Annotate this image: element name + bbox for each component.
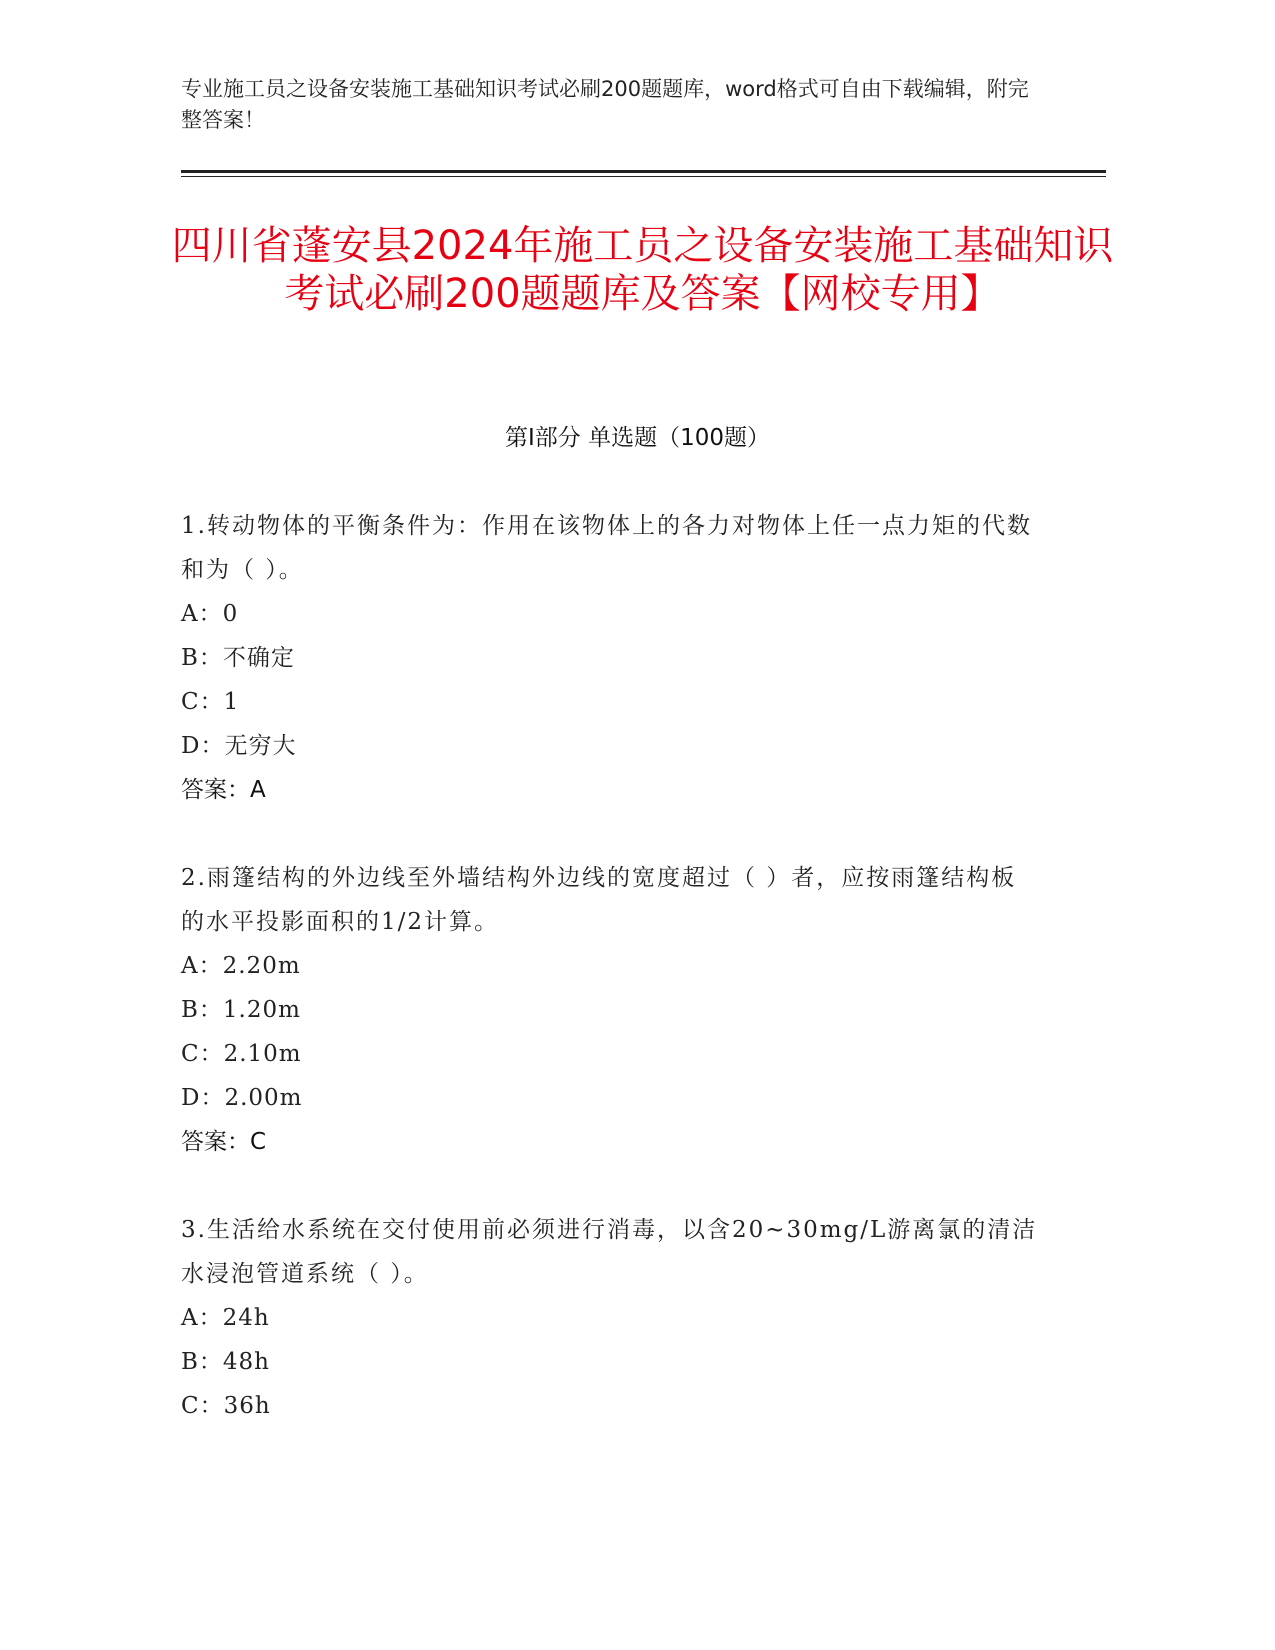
option-b: B：48h (181, 1349, 270, 1375)
question-2 (181, 856, 1041, 1164)
header-note: 专业施工员之设备安装施工基础知识考试必刷200题题库，word格式可自由下载编辑，附完整答案！ (181, 77, 1029, 132)
question-stem: 3.生活给水系统在交付使用前必须进行消毒，以含20~30mg/L游离氯的清洁水浸泡管道系统（ ）。 (181, 1217, 1038, 1287)
option-b: B：不确定 (181, 645, 295, 671)
question-stem: 2.雨篷结构的外边线至外墙结构外边线的宽度超过（ ）者，应按雨篷结构板的水平投影面积的1/2计算。 (181, 865, 1017, 935)
header-rule-thin (181, 176, 1106, 177)
option-a: A：24h (181, 1305, 270, 1331)
option-c: C：2.10m (181, 1041, 302, 1067)
option-d: D：无穷大 (181, 733, 297, 759)
section-title: 第Ⅰ部分 单选题（100题） (505, 425, 770, 451)
answer: 答案：A (181, 777, 266, 803)
option-c: C：36h (181, 1393, 271, 1419)
option-b: B：1.20m (181, 997, 301, 1023)
option-d: D：2.00m (181, 1085, 303, 1111)
answer: 答案：C (181, 1129, 267, 1155)
question-1 (181, 504, 1041, 812)
question-stem: 1.转动物体的平衡条件为：作用在该物体上的各力对物体上任一点力矩的代数和为（ ）。 (181, 513, 1032, 583)
question-3 (181, 1208, 1041, 1428)
option-a: A：0 (181, 601, 239, 627)
question-list (181, 504, 1041, 1472)
header-rule-thick (181, 170, 1106, 173)
option-a: A：2.20m (181, 953, 301, 979)
option-c: C：1 (181, 689, 240, 715)
document-title: 四川省蓬安县2024年施工员之设备安装施工基础知识考试必刷200题题库及答案【网校专用】 (171, 223, 1114, 317)
